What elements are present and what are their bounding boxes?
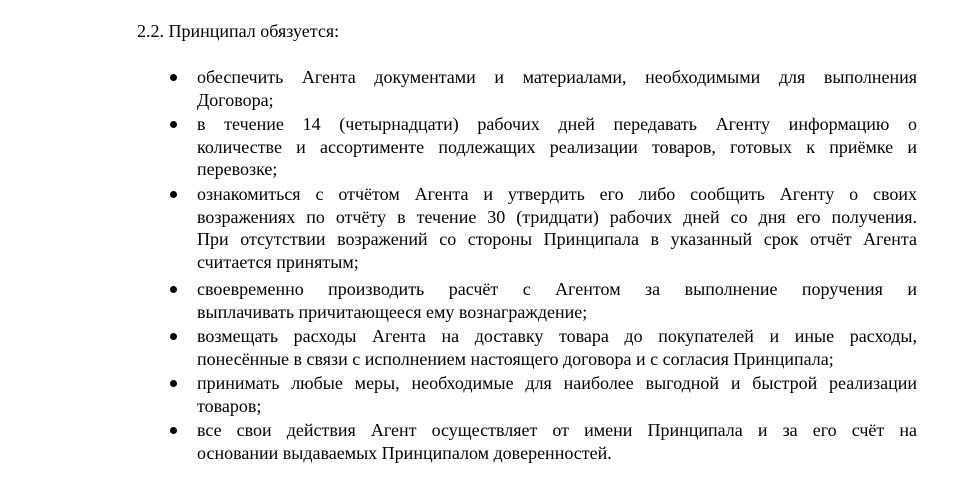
- list-item-line: количестве и ассортименте подлежащих реализации товаров, готовых к приёмке и: [197, 136, 917, 157]
- list-item-line: обеспечить Агента документами и материалами, необходимыми для выполнения: [197, 67, 917, 87]
- list-item-line: в течение 14 (четырнадцати) рабочих дней передавать Агенту информацию о: [197, 114, 917, 134]
- list-item-line: возражениях по отчёту в течение 30 (тридцати) рабочих дней со дня его получения.: [197, 206, 917, 227]
- section-heading: 2.2. Принципал обязуется:: [137, 21, 340, 41]
- list-item-line: все свои действия Агент осуществляет от имени Принципала и за его счёт на: [197, 420, 917, 440]
- bullet-icon: [168, 113, 178, 123]
- list-item-line: Договора;: [197, 89, 274, 110]
- bullet-icon: [168, 278, 178, 288]
- list-item-line: принимать любые меры, необходимые для наиболее выгодной и быстрой реализации: [197, 373, 917, 393]
- list-item-line: выплачивать причитающееся ему вознаграждение;: [197, 301, 588, 322]
- list-item-line: своевременно производить расчёт с Агентом за выполнение поручения и: [197, 279, 917, 299]
- bullet-icon: [168, 419, 178, 429]
- list-item-line: перевозке;: [197, 159, 278, 179]
- list-item-line: основании выдаваемых Принципалом доверенностей.: [197, 442, 612, 463]
- bullet-icon: [168, 372, 178, 382]
- bullet-icon: [168, 66, 178, 76]
- list-item-line: возмещать расходы Агента на доставку товара до покупателей и иные расходы,: [197, 326, 917, 346]
- list-item-line: понесённые в связи с исполнением настоящего договора и с согласия Принципала;: [197, 348, 834, 369]
- list-item-line: При отсутствии возражений со стороны Принципала в указанный срок отчёт Агента: [197, 229, 917, 249]
- list-item-line: товаров;: [197, 395, 262, 416]
- list-item-line: ознакомиться с отчётом Агента и утвердить его либо сообщить Агенту о своих: [197, 184, 917, 204]
- list-item-line: считается принятым;: [197, 251, 359, 272]
- bullet-icon: [168, 325, 178, 335]
- bullet-icon: [168, 183, 178, 193]
